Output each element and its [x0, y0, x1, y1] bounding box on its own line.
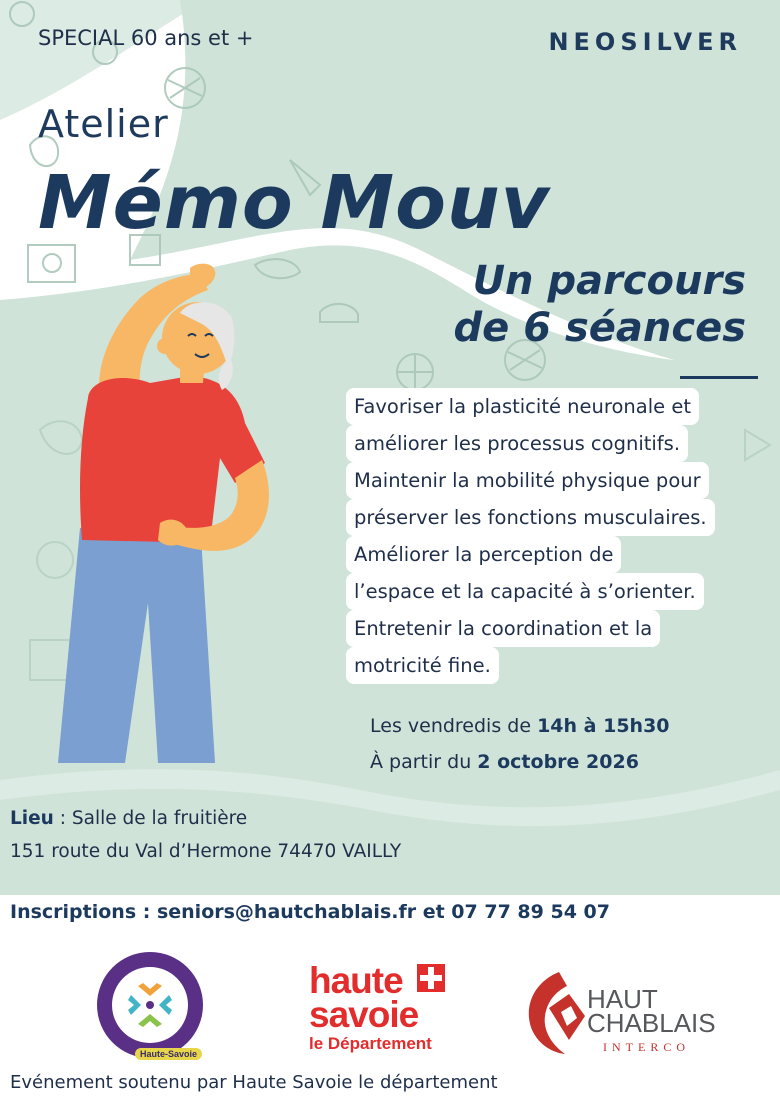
- subtitle-line-1: Un parcours: [472, 258, 746, 304]
- haute-savoie-logo: [309, 960, 432, 1054]
- benefit-line: préserver les fonctions musculaires.: [346, 499, 715, 536]
- location-block: [10, 802, 401, 868]
- location-label: Lieu: [10, 808, 54, 829]
- location-address: 151 route du Val d’Hermone 74470 VAILLY: [10, 841, 402, 862]
- haut-chablais-line3: INTERCO: [603, 1040, 690, 1054]
- schedule-days: [370, 708, 670, 744]
- benefit-line: l’espace et la capacité à s’orienter.: [346, 573, 704, 610]
- divider-rule: [680, 376, 758, 379]
- schedule-start-prefix: À partir du: [370, 751, 478, 773]
- audience-label: SPECIAL 60 ans et +: [38, 26, 254, 50]
- haute-savoie-line3: le Département: [309, 1034, 432, 1053]
- schedule-hours: 14h à 15h30: [537, 715, 670, 737]
- benefit-line: améliorer les processus cognitifs.: [346, 425, 688, 462]
- commission-financeurs-logo: [95, 950, 205, 1065]
- benefit-line: Entretenir la coordination et la: [346, 610, 660, 647]
- registration-contact[interactable]: Inscriptions : seniors@hautchablais.fr et 07 77 89 54 07: [10, 901, 610, 923]
- haute-savoie-line2: savoie: [309, 994, 419, 1035]
- haut-chablais-line2: CHABLAIS: [587, 1008, 716, 1038]
- page-title: Mémo Mouv: [38, 160, 550, 246]
- benefit-line: motricité fine.: [346, 647, 499, 684]
- schedule-start-date: 2 octobre 2026: [477, 751, 639, 773]
- haut-chablais-logo: [525, 968, 745, 1058]
- footer-note: Evénement soutenu par Haute Savoie le département: [10, 1072, 498, 1093]
- schedule-days-prefix: Les vendredis de: [370, 715, 538, 737]
- commission-emblem-icon: [95, 950, 205, 1060]
- benefit-line: Favoriser la plasticité neuronale et: [346, 388, 699, 425]
- savoie-cross-icon: [417, 964, 445, 992]
- location-separator: :: [53, 808, 72, 829]
- atelier-kicker: Atelier: [38, 102, 169, 146]
- commission-badge: Haute-Savoie: [135, 1048, 202, 1060]
- stretching-senior-illustration: [40, 258, 340, 768]
- haut-chablais-emblem-icon: [525, 968, 593, 1058]
- benefit-line: Améliorer la perception de: [346, 536, 621, 573]
- location-venue: Salle de la fruitière: [71, 808, 248, 829]
- benefits-list: [346, 388, 766, 684]
- benefit-line: Maintenir la mobilité physique pour: [346, 462, 709, 499]
- subtitle-line-2: de 6 séances: [453, 305, 746, 351]
- haute-savoie-line1: haute: [309, 960, 403, 1001]
- schedule-start: [370, 744, 670, 780]
- schedule-block: [370, 708, 670, 780]
- neosilver-logo: NEOSILVER: [548, 28, 742, 56]
- location-venue-line: [10, 802, 401, 835]
- haut-chablais-line1: HAUT: [587, 984, 658, 1014]
